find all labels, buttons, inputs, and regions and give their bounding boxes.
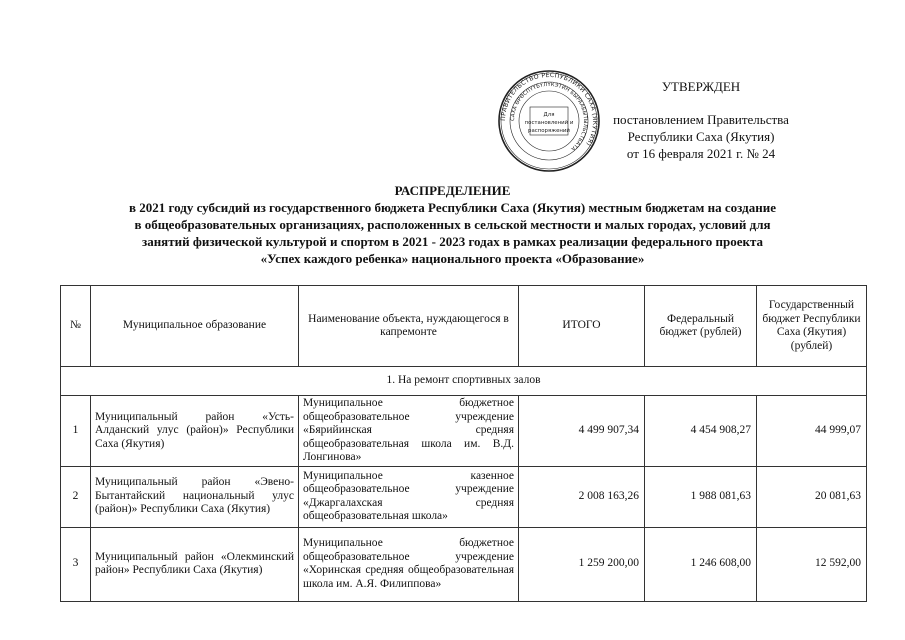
row-municipality: Муниципальный район «Усть-Алданский улус (район)» Республики Саха (Якутия) — [91, 396, 299, 467]
heading-line-2: в общеобразовательных организациях, расположенных в сельской местности и малых городах, условий для — [134, 217, 771, 232]
distribution-table — [60, 285, 867, 602]
table-row — [61, 396, 867, 467]
row-federal: 1 246 608,00 — [645, 527, 757, 601]
row-federal: 1 988 081,63 — [645, 466, 757, 527]
row-num: 2 — [61, 466, 91, 527]
section-row — [61, 367, 867, 396]
row-republic: 44 999,07 — [757, 396, 867, 467]
approval-block — [596, 78, 806, 162]
section-title: 1. На ремонт спортивных залов — [61, 367, 867, 396]
row-total: 4 499 907,34 — [519, 396, 645, 467]
table-header-row — [61, 286, 867, 367]
row-republic: 20 081,63 — [757, 466, 867, 527]
row-object: Муниципальное бюджетное общеобразовательное учреждение «Хоринская средняя общеобразовательная школа им. А.Я. Филиппова» — [299, 527, 519, 601]
seal-inner-text: САХА ӨРӨСПҮҮБҮЛҮКЭТИН БЫРААБЫТЫЛЬСТБАТА — [509, 81, 589, 152]
seal-center-line-1: Для — [543, 112, 555, 118]
row-municipality: Муниципальный район «Эвено-Бытантайский национальный улус (район)» Республики Саха (Якутия) — [91, 466, 299, 527]
row-total: 1 259 200,00 — [519, 527, 645, 601]
header-republic: Государственный бюджет Республики Саха (Якутия) (рублей) — [757, 286, 867, 367]
heading-line-3: занятий физической культурой и спортом в 2021 - 2023 годах в рамках реализации федерального проекта — [141, 234, 764, 249]
heading-line-1: в 2021 году субсидий из государственного бюджета Республики Саха (Якутия) местным бюджетам на создание — [129, 200, 776, 215]
approval-line-2: Республики Саха (Якутия) — [627, 129, 775, 144]
table-row — [61, 527, 867, 601]
heading-title: РАСПРЕДЕЛЕНИЕ — [394, 183, 511, 198]
header-total: ИТОГО — [519, 286, 645, 367]
official-seal-stamp — [497, 69, 601, 173]
row-num: 1 — [61, 396, 91, 467]
approval-title: УТВЕРЖДЕН — [661, 79, 741, 94]
row-municipality: Муниципальный район «Олекминский район» Республики Саха (Якутия) — [91, 527, 299, 601]
row-object: Муниципальное казенное общеобразовательное учреждение «Джаргалахская средняя общеобразовательная школа» — [299, 466, 519, 527]
row-republic: 12 592,00 — [757, 527, 867, 601]
row-num: 3 — [61, 527, 91, 601]
approval-line-3: от 16 февраля 2021 г. № 24 — [626, 146, 776, 161]
row-total: 2 008 163,26 — [519, 466, 645, 527]
header-num: № — [61, 286, 91, 367]
table-row — [61, 466, 867, 527]
header-federal: Федеральный бюджет (рублей) — [645, 286, 757, 367]
seal-outer-text: ПРАВИТЕЛЬСТВО РЕСПУБЛИКИ САХА (ЯКУТИЯ) — [499, 71, 599, 148]
header-object: Наименование объекта, нуждающегося в капремонте — [299, 286, 519, 367]
approval-line-1: постановлением Правительства — [613, 112, 789, 127]
row-object: Муниципальное бюджетное общеобразовательное учреждение «Бярийинская средняя общеобразовательная школа им. В.Д. Лонгинова» — [299, 396, 519, 467]
seal-center-line-3: распоряжений — [528, 128, 570, 134]
document-heading — [40, 182, 865, 267]
row-federal: 4 454 908,27 — [645, 396, 757, 467]
seal-center-line-2: постановлений и — [524, 120, 574, 126]
header-municipality: Муниципальное образование — [91, 286, 299, 367]
heading-line-4: «Успех каждого ребенка» национального проекта «Образование» — [260, 251, 645, 266]
